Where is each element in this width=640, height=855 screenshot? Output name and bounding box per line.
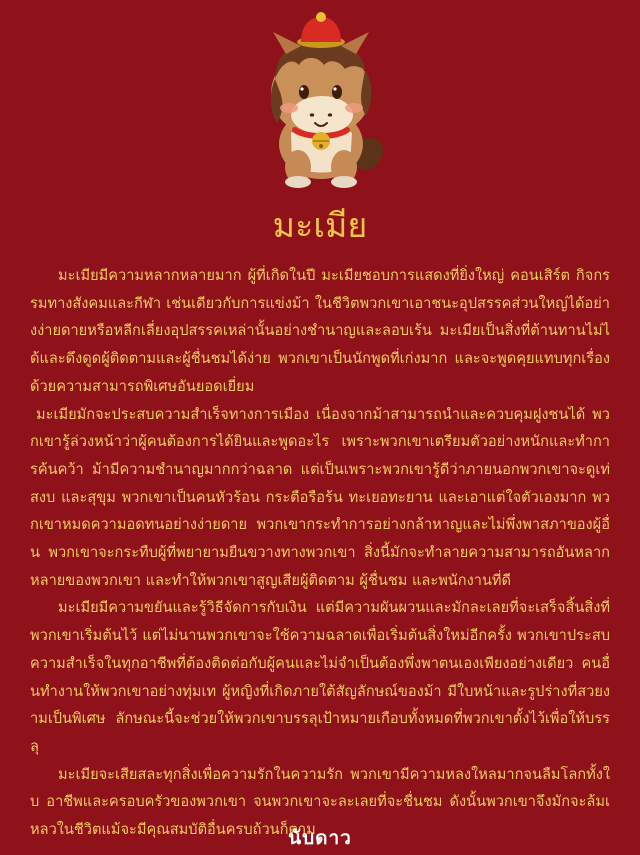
page-title: มะเมีย bbox=[272, 206, 368, 246]
paragraph: มะเมียจะเสียสละทุกสิ่งเพื่อความรักในความรัก พวกเขามีความหลงใหลมากจนลืมโลกทั้งใบ อาชีพและครอบครัวของพวกเขา จนพวกเขาจะละเลยที่จะชื่นชม ดังนั้นพวกเขาจึงมักจะล้มเหลวในชีวิตแม้จะมีคุณสมบัติอื่นครบถ้วนก็ตาม bbox=[30, 765, 610, 839]
footer-signature: นับดาว bbox=[288, 827, 352, 849]
paragraph: มะเมียมีความหลากหลายมาก ผู้ที่เกิดในปี มะเมียชอบการแสดงที่ยิ่งใหญ่ คอนเสิร์ต กิจกรรมทางสังคมและกีฬา เช่นเดียวกับการแข่งม้า ในชีวิตพวกเขาเอาชนะอุปสรรคส่วนใหญ่ได้อย่างง่ายดายหรือหลีกเลี่ยงอุปสรรคเหล่านั้นอย่างชำนาญและลอบเร้น มะเมียเป็นสิ่งที่ต้านทานไม่ได้และดึงดูดผู้ติดตามและผู้ชื่นชมได้ง่าย พวกเขาเป็นนักพูดที่เก่งมาก และจะพูดคุยแทบทุกเรื่องด้วยความสามารถพิเศษอันยอดเยี่ยม bbox=[30, 267, 610, 395]
article-body bbox=[30, 262, 610, 844]
paragraph: มะเมียมีความขยันและรู้วิธีจัดการกับเงิน แต่มีความผันผวนและมักละเลยที่จะเสร็จสิ้นสิ่งที่พวกเขาเริ่มต้นไว้ แต่ไม่นานพวกเขาจะใช้ความฉลาดเพื่อเริ่มต้นสิ่งใหม่อีกครั้ง พวกเขาประสบความสำเร็จในทุกอาชีพที่ต้องติดต่อกับผู้คนและไม่จำเป็นต้องพึ่งพาตนเองเพียงอย่างเดียว คนอื่นทำงานให้พวกเขาอย่างทุ่มเท ผู้หญิงที่เกิดภายใต้สัญลักษณ์ของม้า มีใบหน้าและรูปร่างที่สวยงามเป็นพิเศษ ลักษณะนี้จะช่วยให้พวกเขาบรรลุเป้าหมายเกือบทั้งหมดที่พวกเขาตั้งไว้เพื่อให้บรรลุ bbox=[30, 599, 610, 755]
horse-mascot-icon bbox=[246, 12, 396, 190]
paragraph: มะเมียมักจะประสบความสำเร็จทางการเมือง เนื่องจากม้าสามารถนำและควบคุมฝูงชนได้ พวกเขารู้ล่วงหน้าว่าผู้คนต้องการได้ยินและพูดอะไร เพราะพวกเขาเตรียมตัวอย่างหนักและทำการค้นคว้า ม้ามีความชำนาญมากกว่าฉลาด แต่เป็นเพราะพวกเขารู้ดีว่าภายนอกพวกเขาจะดูเท่ สงบ และสุขุม พวกเขาเป็นคนหัวร้อน กระตือรือร้น ทะเยอทะยาน และเอาแต่ใจตัวเองมาก พวกเขาหมดความอดทนอย่างง่ายดาย พวกเขากระทำการอย่างกล้าหาญและไม่พึ่งพาสภาของผู้อื่น พวกเขาจะกระทืบผู้ที่พยายามยืนขวางทางพวกเขา สิ่งนี้มักจะทำลายความสามารถอันหลากหลายของพวกเขา และทำให้พวกเขาสูญเสียผู้ติดตาม ผู้ชื่นชม และพนักงานที่ดี bbox=[30, 405, 610, 589]
